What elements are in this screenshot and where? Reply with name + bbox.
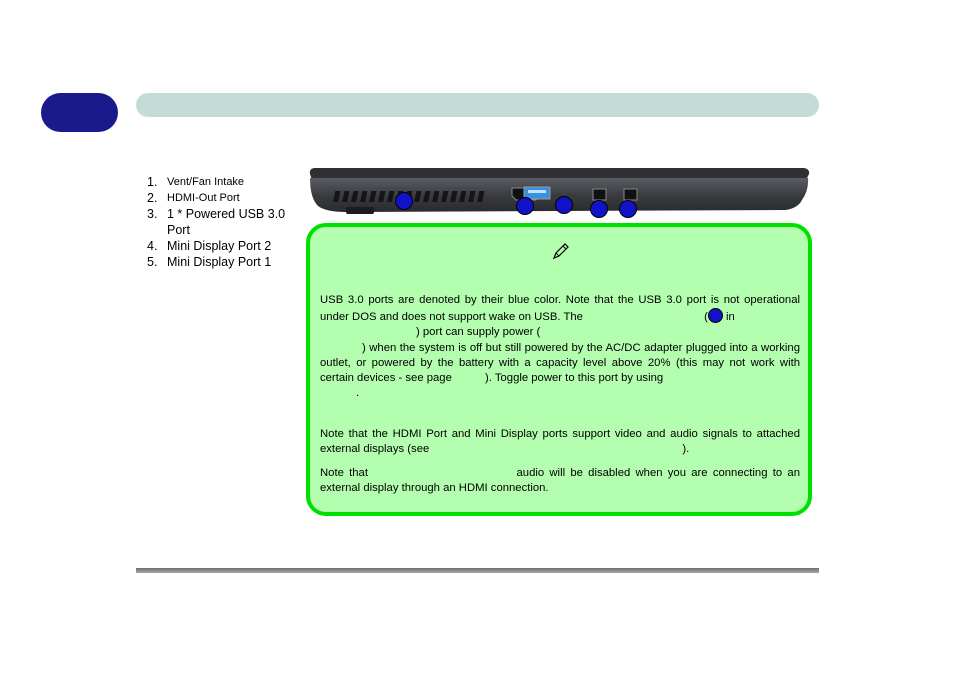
laptop-side-image [306, 160, 812, 218]
audio-note-rest: audio will be disabled when you are connecting to an external display through an HDMI connection. [320, 467, 800, 495]
callout-4 [591, 201, 608, 218]
hdmi-note-end: ). [682, 443, 690, 456]
list-item-number: 1. [147, 175, 158, 189]
note-box [306, 223, 812, 516]
list-item [147, 174, 287, 190]
list-item-number: 5. [147, 255, 158, 269]
list-item [147, 190, 287, 206]
list-item-label: Mini Display Port 1 [167, 255, 272, 269]
feature-list [147, 174, 287, 270]
callout-3 [556, 197, 573, 214]
footer-rule [136, 568, 819, 573]
usb-3-port-tongue [528, 190, 546, 193]
pencil-icon [551, 241, 571, 261]
callout-inline-dot [708, 308, 723, 323]
usb-note-paren: ( [704, 311, 708, 324]
mini-display-port-1 [624, 189, 637, 200]
list-item-number: 4. [147, 239, 158, 253]
usb-note-in: in [725, 311, 735, 324]
list-item-label: 1 * Powered USB 3.0 Port [167, 207, 286, 237]
list-item-label: HDMI-Out Port [167, 192, 240, 204]
usb-note-line3: ) port can supply power ( [416, 326, 541, 339]
list-item-number: 3. [147, 207, 158, 221]
usb-note-paragraph [320, 293, 800, 401]
callout-1 [396, 193, 413, 210]
usb-note-period: . [356, 387, 360, 400]
chapter-tab [41, 93, 118, 132]
list-item-label: Mini Display Port 2 [167, 239, 272, 253]
laptop-foot [346, 207, 374, 214]
header-bar [136, 93, 819, 117]
audio-note-start: Note that [320, 467, 368, 479]
list-item [147, 238, 287, 254]
list-item [147, 254, 287, 270]
list-item [147, 206, 287, 238]
usb-note-line4: ) when the system is off but still powered by the AC/DC adapter plugged into a working outlet, or powered by the battery with a capacity level above 20% (this may not work with certain devices - see page [320, 341, 800, 385]
audio-note-paragraph [320, 466, 800, 496]
hdmi-note-paragraph [320, 427, 800, 457]
hdmi-note-line1: Note that the HDMI Port and Mini Display ports support video and audio signals to attached external displays (see [320, 428, 800, 456]
usb-note-line1: USB 3.0 ports are denoted by their blue color. Note that the USB 3.0 port is not operational under DOS and does not support wake on USB. The [320, 294, 800, 324]
list-item-label: Vent/Fan Intake [167, 176, 245, 188]
callout-2 [517, 198, 534, 215]
callout-5 [620, 201, 637, 218]
mini-display-port-2 [593, 189, 606, 200]
usb-note-line5: ). Toggle power to this port by using [485, 372, 664, 385]
list-item-number: 2. [147, 191, 158, 205]
